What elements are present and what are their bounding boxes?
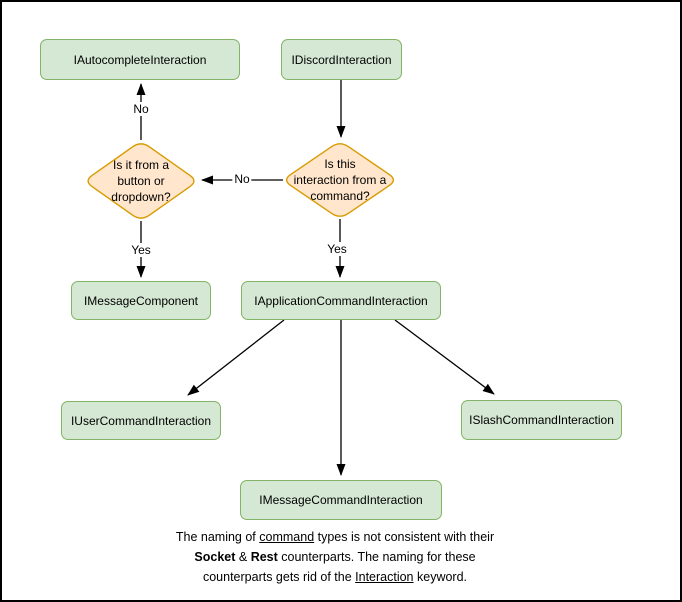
note-text: The naming of (175, 530, 260, 544)
node-iusercommandinteraction (61, 401, 221, 440)
decision-label-line: Is it from a (112, 158, 169, 172)
edge-application-command-to-slash-command (395, 320, 494, 394)
decision-label-line: dropdown? (111, 190, 171, 204)
edge-application-command-to-user-command (188, 320, 284, 395)
decision-label-line: interaction from a (293, 173, 387, 187)
decision-label-line: command? (310, 189, 370, 203)
note-text-bold: Rest (250, 550, 278, 564)
decision-button-or-dropdown-label (84, 157, 198, 205)
decision-label-line: Is this (324, 157, 356, 171)
node-iautocompleteinteraction (40, 39, 240, 80)
note-text: keyword. (413, 570, 468, 584)
decision-label-line: button or (117, 174, 165, 188)
node-islashcommandinteraction (461, 400, 622, 440)
node-label: IMessageComponent (83, 293, 199, 308)
edge-label-no-to-button-question: No (234, 172, 250, 186)
edge-label-no-to-autocomplete: No (133, 102, 149, 116)
note-line-3 (110, 567, 560, 587)
edge-label-yes-to-application-command: Yes (327, 242, 347, 256)
node-label: IMessageCommandInteraction (259, 493, 423, 507)
note-text-bold: Socket (194, 550, 236, 564)
note-text-underlined: command (259, 530, 315, 544)
node-label: ISlashCommandInteraction (469, 413, 614, 427)
decision-from-command-label (282, 156, 398, 204)
note-line-1 (110, 527, 560, 547)
note-text: types is not consistent with their (314, 530, 495, 544)
note-text: counterparts gets rid of the (202, 570, 356, 584)
node-label: IAutocompleteInteraction (73, 52, 207, 67)
node-label: IApplicationCommandInteraction (254, 293, 428, 308)
node-label: IUserCommandInteraction (70, 413, 212, 428)
node-idiscordinteraction (281, 39, 402, 80)
node-label: IDiscordInteraction (291, 52, 392, 67)
node-iapplicationcommandinteraction (241, 281, 441, 320)
node-imessagecomponent (71, 281, 211, 320)
note-text-underlined: Interaction (355, 570, 414, 584)
note-line-2 (110, 547, 560, 567)
node-imessagecommandinteraction (240, 480, 442, 520)
note-text: & (235, 550, 251, 564)
naming-note (110, 527, 560, 587)
edge-label-yes-to-message-component: Yes (131, 243, 151, 257)
note-text: counterparts. The naming for these (277, 550, 476, 564)
